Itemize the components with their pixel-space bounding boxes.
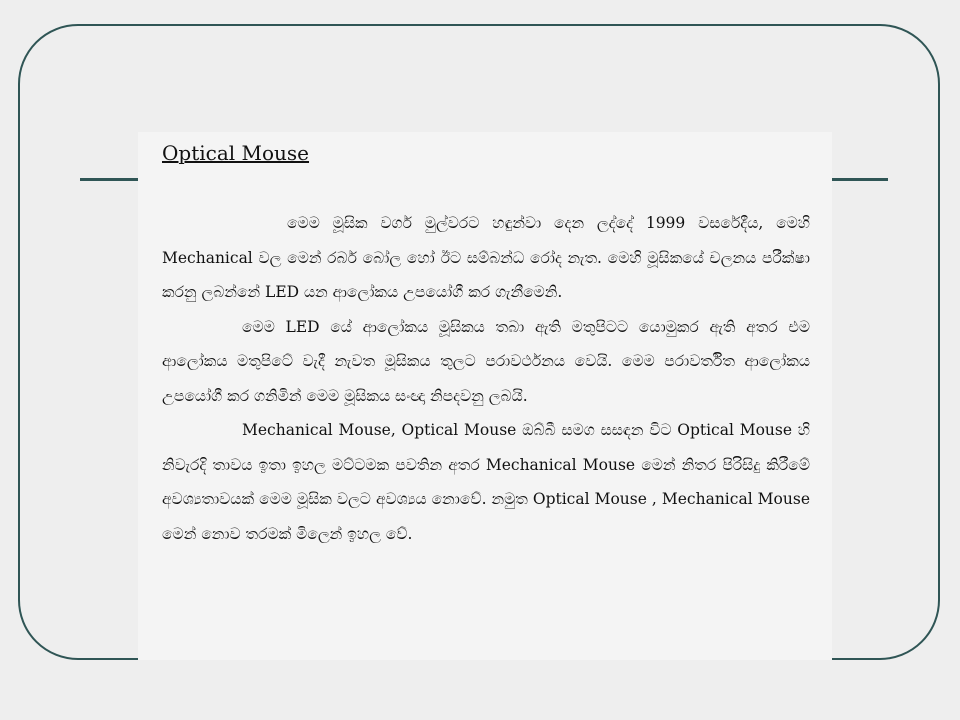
paragraph-3: Mechanical Mouse, Optical Mouse ඔබ්බී සමග සසඳන විට Optical Mouse හි නිවැරදි තාවය ඉතා ඉහල මට්ටමක පවතින අතර Mechanical Mouse මෙන් නිතර පිරිසිදු කිරීමේ අවශ්‍යතාවයක් මෙම මූසික වලට අවශ්‍යය නොවේ. නමුත Optical Mouse , Mechanical Mouse මෙන් නොව තරමක් මිලෙන් ඉහල වේ. [162,421,810,543]
paragraph-2: මෙම LED යේ ආලෝකය මූසිකය තබා ඇති මතුපිටට යොමුකර ඇති අතර එම ආලෝකය මතුපිටේ වැදී නැවත මූසිකය තුලට පරාවර්ථනය වෙයි. මෙම පරාවර්තිත ආලෝකය උපයෝගී කර ගනිමින් මෙම මූසිකය සංඥා නිපදවනු ලබයි. [162,317,810,405]
accent-line-right [832,178,888,181]
scanned-document [138,132,832,660]
paragraph-1: මෙම මූසික වර්ග මුල්වරට හඳුන්වා දෙන ලද්දේ 1999 වසරේදීය, මෙහි Mechanical වල මෙන් රබර් බෝල හෝ ඊට සම්බන්ධ රෝද නැත. මෙහි මූසිකයේ චලනය පරීක්ෂා කරනු ලබන්නේ LED යන ආලෝකය උපයෝගී කර ගැනීමෙනි. [162,214,810,301]
accent-line-left [80,178,138,181]
document-title: Optical Mouse [162,141,310,165]
